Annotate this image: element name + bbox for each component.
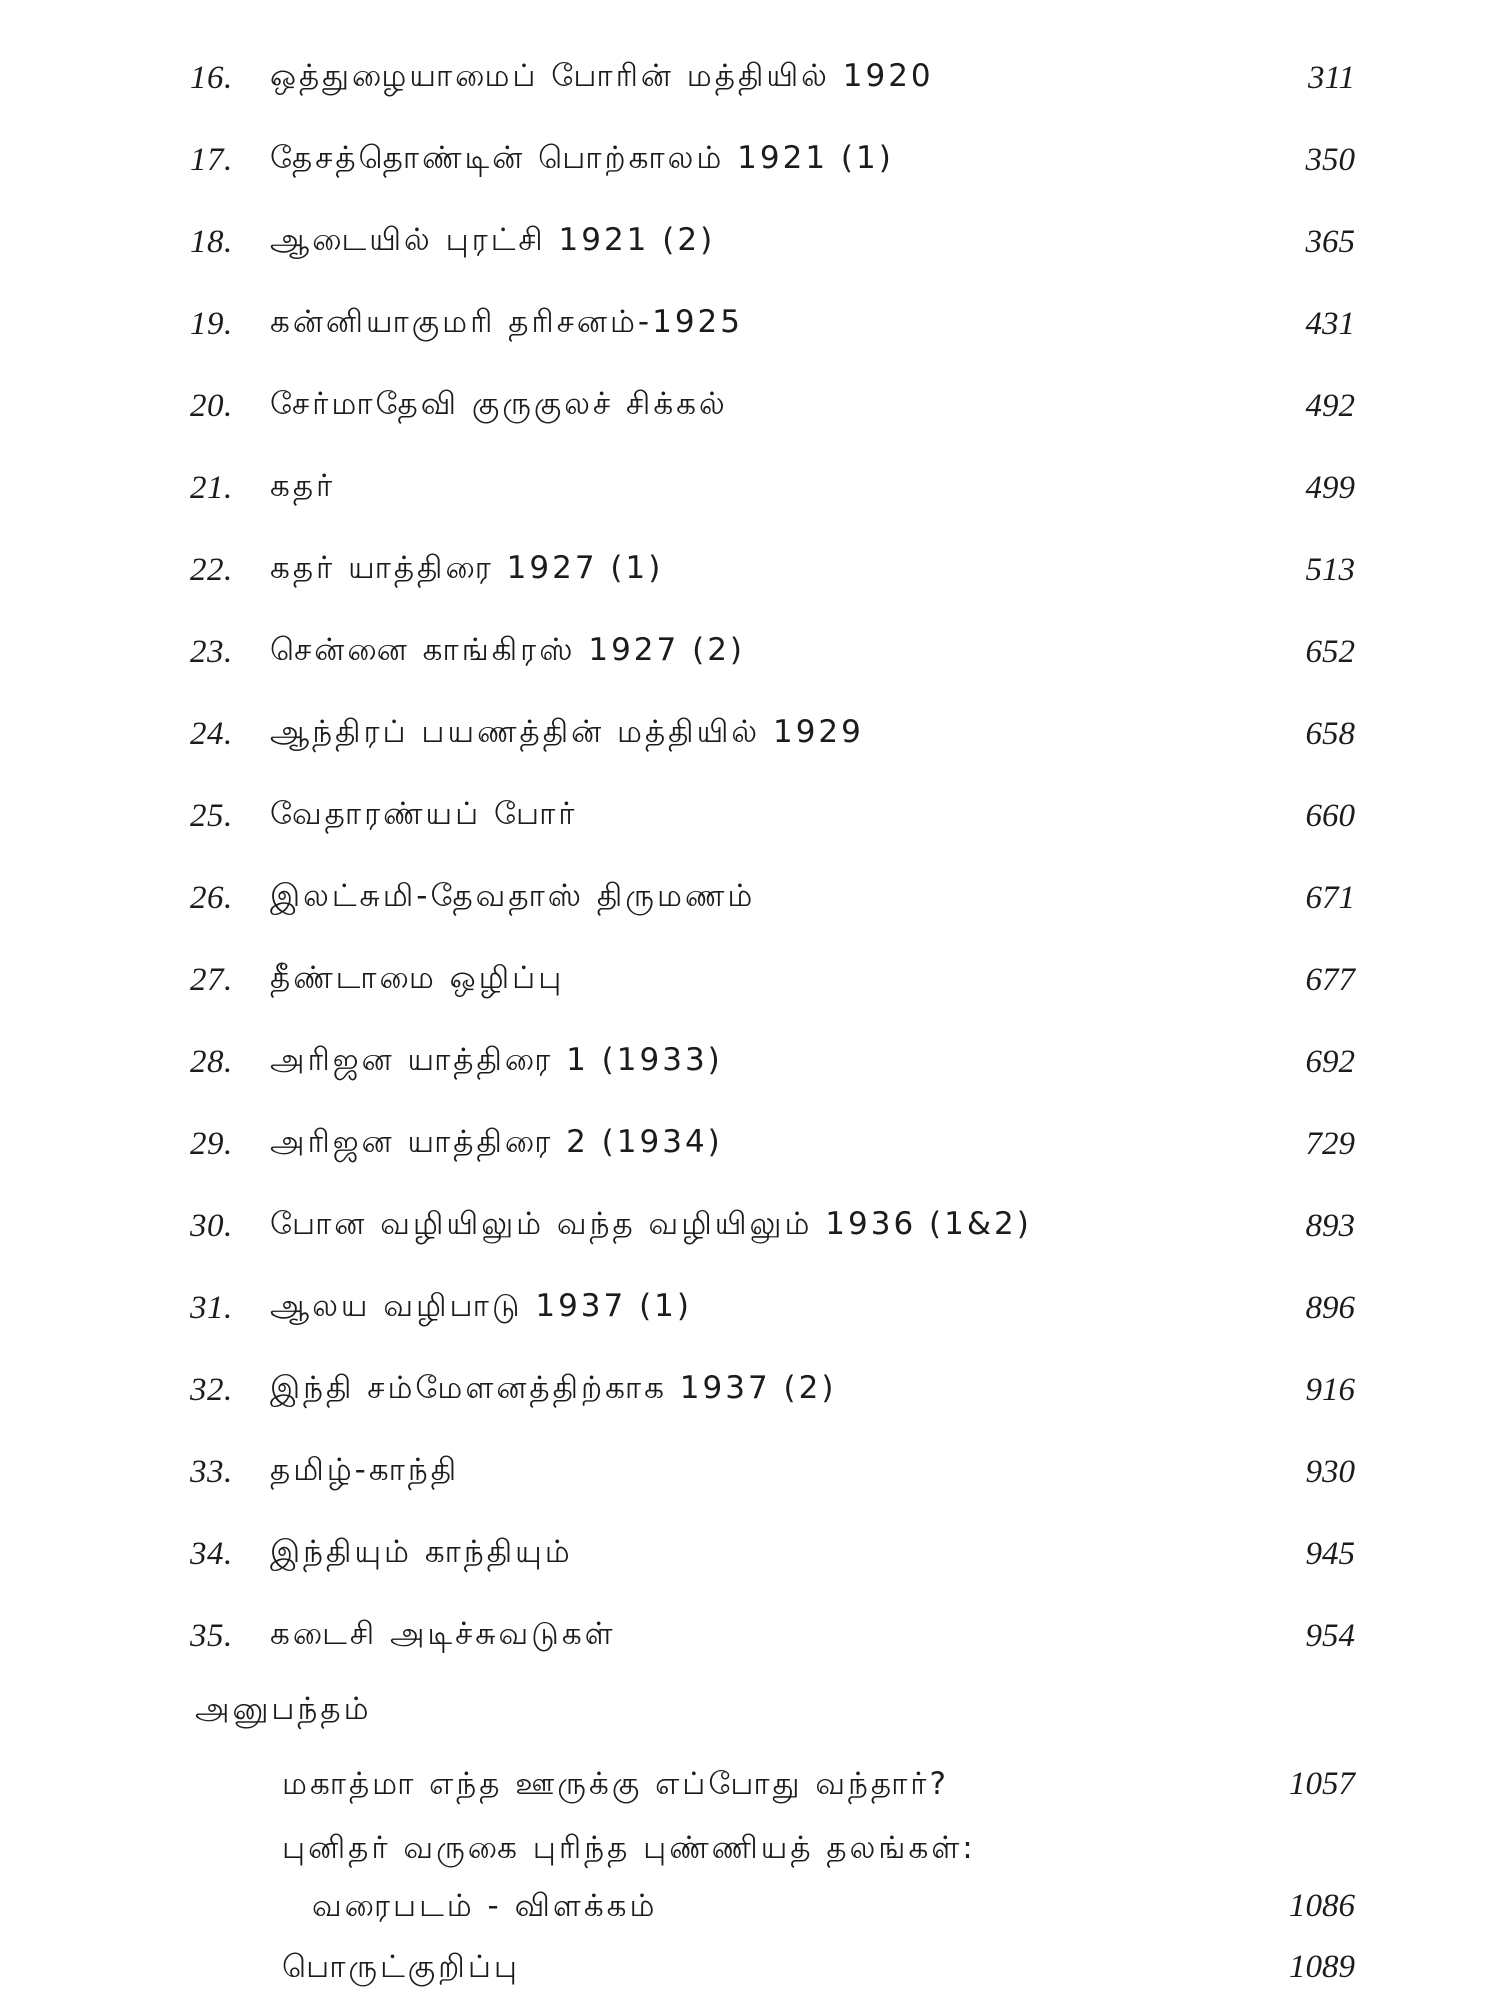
toc-entry-page: 652 — [1305, 634, 1355, 670]
toc-entry-title: சென்னை காங்கிரஸ் 1927 (2) — [270, 632, 746, 668]
toc-entry-page: 365 — [1305, 224, 1355, 260]
toc-entry — [190, 1528, 1355, 1588]
toc-entry-page: 945 — [1305, 1536, 1355, 1572]
toc-entry-title: தமிழ்-காந்தி — [270, 1452, 460, 1488]
toc-entry-number: 32. — [190, 1372, 233, 1408]
appendix-entry — [282, 1755, 1355, 1813]
toc-entry-number: 25. — [190, 798, 233, 834]
toc-entry-number: 29. — [190, 1126, 233, 1162]
toc-entry — [190, 1610, 1355, 1670]
toc-entry-page: 350 — [1305, 142, 1355, 178]
toc-entry — [190, 134, 1355, 194]
toc-entry-number: 34. — [190, 1536, 233, 1572]
toc-entry-number: 16. — [190, 60, 233, 96]
toc-entry — [190, 626, 1355, 686]
toc-entry — [190, 954, 1355, 1014]
toc-entry-title: ஆலய வழிபாடு 1937 (1) — [270, 1288, 693, 1324]
toc-entry-title: இலட்சுமி-தேவதாஸ் திருமணம் — [270, 878, 756, 914]
toc-entry-number: 35. — [190, 1618, 233, 1654]
appendix-entry-title: மகாத்மா எந்த ஊருக்கு எப்போது வந்தார்? — [282, 1766, 949, 1802]
toc-entry-number: 30. — [190, 1208, 233, 1244]
toc-entry-number: 26. — [190, 880, 233, 916]
toc-entry-title: கதர் யாத்திரை 1927 (1) — [270, 550, 664, 586]
toc-entry-number: 22. — [190, 552, 233, 588]
toc-entry-title: தேசத்தொண்டின் பொற்காலம் 1921 (1) — [270, 140, 894, 176]
toc-entry-number: 18. — [190, 224, 233, 260]
toc-entry-number: 20. — [190, 388, 233, 424]
toc-entry-page: 893 — [1305, 1208, 1355, 1244]
toc-entry — [190, 298, 1355, 358]
toc-entry-page: 677 — [1305, 962, 1355, 998]
appendix-entry-title: பொருட்குறிப்பு — [282, 1949, 520, 1985]
toc-entry-title: வேதாரண்யப் போர் — [270, 796, 578, 832]
toc-entry — [190, 872, 1355, 932]
toc-entry-page: 658 — [1305, 716, 1355, 752]
toc-entry-page: 896 — [1305, 1290, 1355, 1326]
toc-entry-title: கடைசி அடிச்சுவடுகள் — [270, 1616, 616, 1652]
toc-entry — [190, 708, 1355, 768]
toc-entry-title: தீண்டாமை ஒழிப்பு — [270, 960, 565, 996]
toc-entry-page: 513 — [1305, 552, 1355, 588]
toc-entry — [190, 380, 1355, 440]
toc-entry-title: கதர் — [270, 468, 336, 504]
toc-entry-title: சேர்மாதேவி குருகுலச் சிக்கல் — [270, 386, 728, 422]
toc-entry-page: 954 — [1305, 1618, 1355, 1654]
toc-entry — [190, 52, 1355, 112]
appendix-entry-page: 1086 — [1289, 1888, 1355, 1924]
toc-entry-page: 692 — [1305, 1044, 1355, 1080]
toc-entry-number: 28. — [190, 1044, 233, 1080]
toc-entry-page: 729 — [1305, 1126, 1355, 1162]
toc-entry-page: 930 — [1305, 1454, 1355, 1490]
toc-entry-title: இந்தி சம்மேளனத்திற்காக 1937 (2) — [270, 1370, 837, 1406]
toc-entry-title: ஆந்திரப் பயணத்தின் மத்தியில் 1929 — [270, 714, 864, 750]
toc-entry — [190, 462, 1355, 522]
toc-entry — [190, 790, 1355, 850]
toc-entry-page: 671 — [1305, 880, 1355, 916]
appendix-entry — [282, 1819, 1355, 1935]
appendix-entry-page: 1089 — [1289, 1949, 1355, 1985]
toc-entry-page: 660 — [1305, 798, 1355, 834]
toc-entry-title: அரிஜன யாத்திரை 2 (1934) — [270, 1124, 723, 1160]
toc-entry-page: 492 — [1305, 388, 1355, 424]
appendix-heading: அனுபந்தம் — [195, 1691, 372, 1727]
toc-entry — [190, 1364, 1355, 1424]
toc-entry — [190, 216, 1355, 276]
toc-entry-title: ஒத்துழையாமைப் போரின் மத்தியில் 1920 — [270, 58, 934, 94]
toc-entry-title: அரிஜன யாத்திரை 1 (1933) — [270, 1042, 723, 1078]
toc-entry-number: 23. — [190, 634, 233, 670]
toc-entry-number: 17. — [190, 142, 233, 178]
toc-entry-title: ஆடையில் புரட்சி 1921 (2) — [270, 222, 716, 258]
toc-entry-number: 24. — [190, 716, 233, 752]
toc-entry — [190, 1282, 1355, 1342]
toc-entry-title: இந்தியும் காந்தியும் — [270, 1534, 573, 1570]
toc-entry — [190, 1446, 1355, 1506]
appendix-entry-title-line2: வரைபடம் - விளக்கம் — [312, 1888, 658, 1924]
toc-entry-page: 311 — [1307, 60, 1355, 96]
toc-entry-title: கன்னியாகுமரி தரிசனம்-1925 — [270, 304, 743, 340]
appendix-entry-title-line1: புனிதர் வருகை புரிந்த புண்ணியத் தலங்கள்: — [282, 1830, 976, 1866]
toc-entry — [190, 544, 1355, 604]
toc-entry-page: 916 — [1305, 1372, 1355, 1408]
toc-entry-page: 431 — [1305, 306, 1355, 342]
toc-entry-page: 499 — [1305, 470, 1355, 506]
appendix-entry-page: 1057 — [1289, 1766, 1355, 1802]
toc-entry-number: 33. — [190, 1454, 233, 1490]
toc-entry — [190, 1200, 1355, 1260]
toc-entry — [190, 1036, 1355, 1096]
toc-entry-number: 19. — [190, 306, 233, 342]
toc-entry-number: 31. — [190, 1290, 233, 1326]
toc-entry-number: 27. — [190, 962, 233, 998]
appendix-entry — [282, 1938, 1355, 1996]
toc-entry-number: 21. — [190, 470, 233, 506]
toc-entry — [190, 1118, 1355, 1178]
toc-entry-title: போன வழியிலும் வந்த வழியிலும் 1936 (1&2) — [270, 1206, 1032, 1242]
